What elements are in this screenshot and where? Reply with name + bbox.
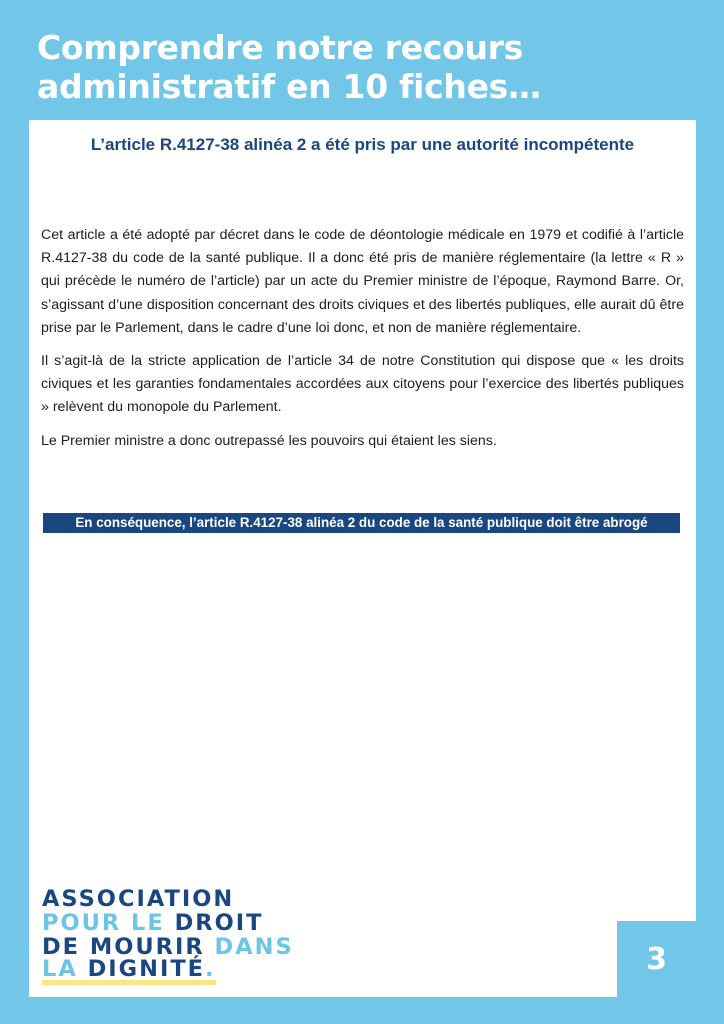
logo-word-dans: DANS (214, 934, 294, 960)
logo-word-de-mourir: DE MOURIR (42, 934, 205, 960)
logo-word-droit: DROIT (174, 910, 264, 936)
body-paragraph-1: Cet article a été adopté par décret dans le code de déontologie médicale en 1979 et codifié à l’article R.4127-38 du code de la santé publique. Il a donc été pris de manière réglementaire (la lettre « R » qui précède le numéro de l’article) par un acte du Premier ministre de l’époque, Raymond Barre. Or, s’agissant d’une disposition concernant des droits civiques et des libertés publiques, elle aurait dû être prise par le Parlement, dans le cadre d’une loi donc, et non de manière réglementaire. (41, 227, 684, 336)
logo-line-association: ASSOCIATION (42, 886, 235, 912)
header-title-line-1: Comprendre notre recours (37, 28, 523, 67)
conclusion-highlight: En conséquence, l’article R.4127-38 alinéa 2 du code de la santé publique doit être abrogé (43, 513, 680, 533)
body-paragraph-3: Le Premier ministre a donc outrepassé les pouvoirs qui étaient les siens. (41, 432, 497, 449)
card-body (41, 224, 684, 463)
body-paragraph-2: Il s’agit-là de la stricte application de l’article 34 de notre Constitution qui dispose que « les droits civiques et les garanties fondamentales accordées aux citoyens pour l’exercice des libertés publiques » relèvent du monopole du Parlement. (41, 353, 684, 416)
logo-dot: . (205, 956, 216, 982)
association-logo (42, 887, 302, 985)
logo-word-pour-le: POUR LE (42, 910, 165, 936)
logo-word-dignite: DIGNITÉ (87, 956, 206, 982)
logo-word-la: LA (42, 956, 78, 982)
logo-line-2 (42, 911, 302, 935)
content-card (29, 120, 696, 997)
page-header-title (37, 28, 677, 106)
page-number: 3 (617, 921, 696, 997)
header-title-line-2: administratif en 10 fiches… (37, 67, 541, 106)
logo-line-4 (42, 956, 216, 985)
card-title: L’article R.4127-38 alinéa 2 a été pris par une autorité incompétente (90, 135, 635, 154)
